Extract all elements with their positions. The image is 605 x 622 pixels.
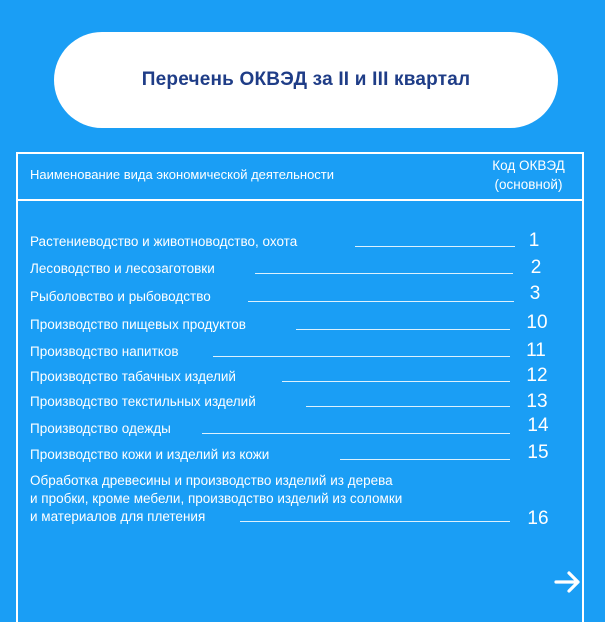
table-header	[18, 154, 582, 201]
table-row	[30, 230, 548, 251]
leader-line	[202, 433, 510, 434]
okved-code: 16	[527, 508, 549, 529]
header-activity-name: Наименование вида экономической деятельности	[30, 167, 335, 182]
header-okved-code	[481, 156, 576, 194]
page-title: Перечень ОКВЭД за II и III квартал	[141, 69, 471, 90]
table-row	[30, 393, 548, 411]
table-row	[30, 312, 548, 334]
activity-label-line3: и материалов для плетения	[30, 509, 206, 524]
table-row	[30, 365, 548, 386]
okved-table	[16, 152, 584, 622]
table-row	[30, 257, 548, 278]
leader-line	[306, 406, 510, 407]
okved-code: 14	[527, 415, 549, 436]
leader-line	[296, 329, 510, 330]
activity-label: Производство табачных изделий	[30, 369, 236, 384]
activity-label: Производство текстильных изделий	[30, 394, 256, 409]
leader-line	[213, 356, 510, 357]
activity-label: Производство кожи и изделий из кожи	[30, 447, 270, 462]
leader-line	[255, 273, 513, 274]
arrow-right-icon[interactable]	[554, 570, 582, 594]
okved-code: 11	[526, 340, 546, 361]
activity-label-line1: Обработка древесины и производство изделий из дерева	[30, 473, 393, 488]
table-row	[30, 283, 548, 306]
leader-line	[355, 246, 515, 247]
table-row	[30, 415, 549, 438]
header-code-line2: (основной)	[494, 177, 563, 192]
activity-label: Растениеводство и животноводство, охота	[30, 234, 298, 249]
okved-code: 2	[530, 257, 542, 278]
okved-code: 1	[528, 230, 540, 251]
okved-code: 3	[529, 283, 541, 304]
okved-code: 10	[526, 312, 548, 333]
table-row	[30, 472, 549, 529]
activity-label: Производство пищевых продуктов	[30, 317, 246, 332]
leader-line	[248, 301, 514, 302]
title-banner	[54, 32, 558, 128]
header-code-line1: Код ОКВЭД	[492, 158, 565, 173]
activity-label: Лесоводство и лесозаготовки	[30, 261, 215, 276]
activity-label: Рыболовство и рыбоводство	[30, 289, 211, 304]
activity-label: Производство одежды	[30, 421, 171, 436]
leader-line	[340, 459, 510, 460]
table-row	[30, 442, 549, 464]
activity-label: Производство напитков	[30, 344, 179, 359]
okved-code: 13	[526, 391, 548, 412]
okved-code: 15	[527, 442, 549, 463]
okved-code: 12	[526, 365, 548, 386]
activity-label-line2: и пробки, кроме мебели, производство изделий из соломки	[30, 491, 403, 506]
leader-line	[240, 521, 510, 522]
table-row	[30, 340, 548, 361]
leader-line	[282, 381, 510, 382]
